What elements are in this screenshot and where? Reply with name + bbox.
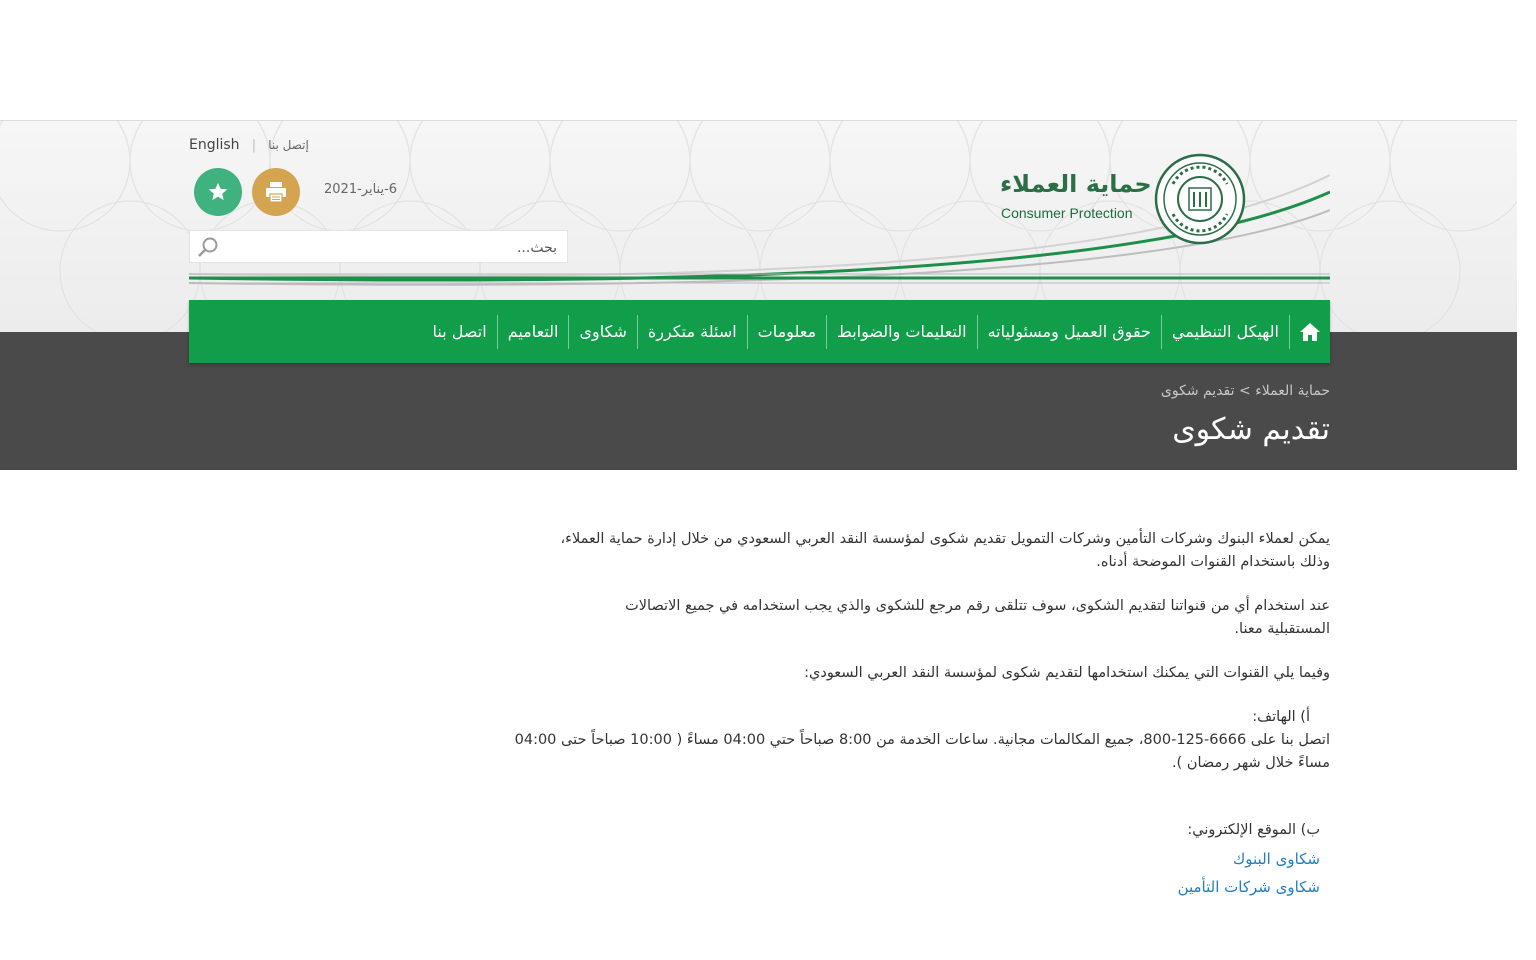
channels-intro: وفيما يلي القنوات التي يمكنك استخدامها لتقديم شكوى لمؤسسة النقد العربي السعودي: (804, 665, 1330, 681)
breadcrumb (1161, 383, 1330, 399)
nav-complaints[interactable]: شكاوى (569, 315, 637, 349)
top-links (189, 137, 309, 153)
reference-line-1: عند استخدام أي من قنواتنا لتقديم الشكوى، سوف تتلقى رقم مرجع للشكوى والذي يجب استخدامه في جميع الاتصالات (625, 598, 1330, 614)
intro-line-1: يمكن لعملاء البنوك وشركات التأمين وشركات التمويل تقديم شكوى لمؤسسة النقد العربي السعودي من خلال إدارة حماية العملاء، (560, 531, 1330, 547)
nav-circulars[interactable]: التعاميم (498, 315, 570, 349)
complaint-links (1178, 850, 1320, 906)
page-title: تقديم شكوى (1172, 412, 1330, 447)
nav-regulations[interactable]: التعليمات والضوابط (827, 315, 978, 349)
intro-line-2: وذلك باستخدام القنوات الموضحة أدناه. (1096, 554, 1330, 570)
nav-org-structure[interactable]: الهيكل التنظيمي (1162, 315, 1290, 349)
phone-line-2: مساءً خلال شهر رمضان ). (1171, 755, 1330, 771)
phone-line-1: اتصل بنا على 6666-125-800، جميع المكالمات مجانية. ساعات الخدمة من 8:00 صباحاً حتي 04:00 مساءً ( 10:00 صباحاً حتى 04:00 (514, 732, 1330, 748)
nav-customer-rights[interactable]: حقوق العميل ومسئولياته (978, 315, 1162, 349)
phone-label: أ) الهاتف: (1252, 709, 1310, 725)
top-links-separator: | (251, 138, 257, 153)
contact-us-link[interactable]: إتصل بنا (268, 138, 309, 152)
nav-faq[interactable]: اسئلة متكررة (638, 315, 748, 349)
reference-line-2: المستقبلية معنا. (1234, 621, 1330, 637)
insurance-complaints-link[interactable]: شكاوى شركات التأمين (1177, 878, 1320, 896)
home-icon (1299, 322, 1321, 342)
nav-information[interactable]: معلومات (748, 315, 827, 349)
nav-contact-us[interactable]: اتصل بنا (423, 315, 498, 349)
breadcrumb-current: تقديم شكوى (1160, 383, 1235, 399)
breadcrumb-home[interactable]: حماية العملاء (1255, 383, 1330, 399)
sama-emblem-icon[interactable] (1153, 152, 1247, 246)
website-label: ب) الموقع الإلكتروني: (1187, 822, 1320, 838)
page-content (500, 528, 1330, 842)
nav-home[interactable] (1290, 300, 1330, 363)
logo-english-text: Consumer Protection (1001, 205, 1133, 221)
current-date: 6-يناير-2021 (324, 182, 398, 197)
breadcrumb-separator: > (1239, 383, 1251, 399)
main-nav (189, 300, 1330, 363)
bank-complaints-link[interactable]: شكاوى البنوك (1232, 850, 1320, 868)
english-link[interactable]: English (189, 137, 240, 153)
logo-arabic-text: حماية العملاء (1000, 170, 1152, 198)
